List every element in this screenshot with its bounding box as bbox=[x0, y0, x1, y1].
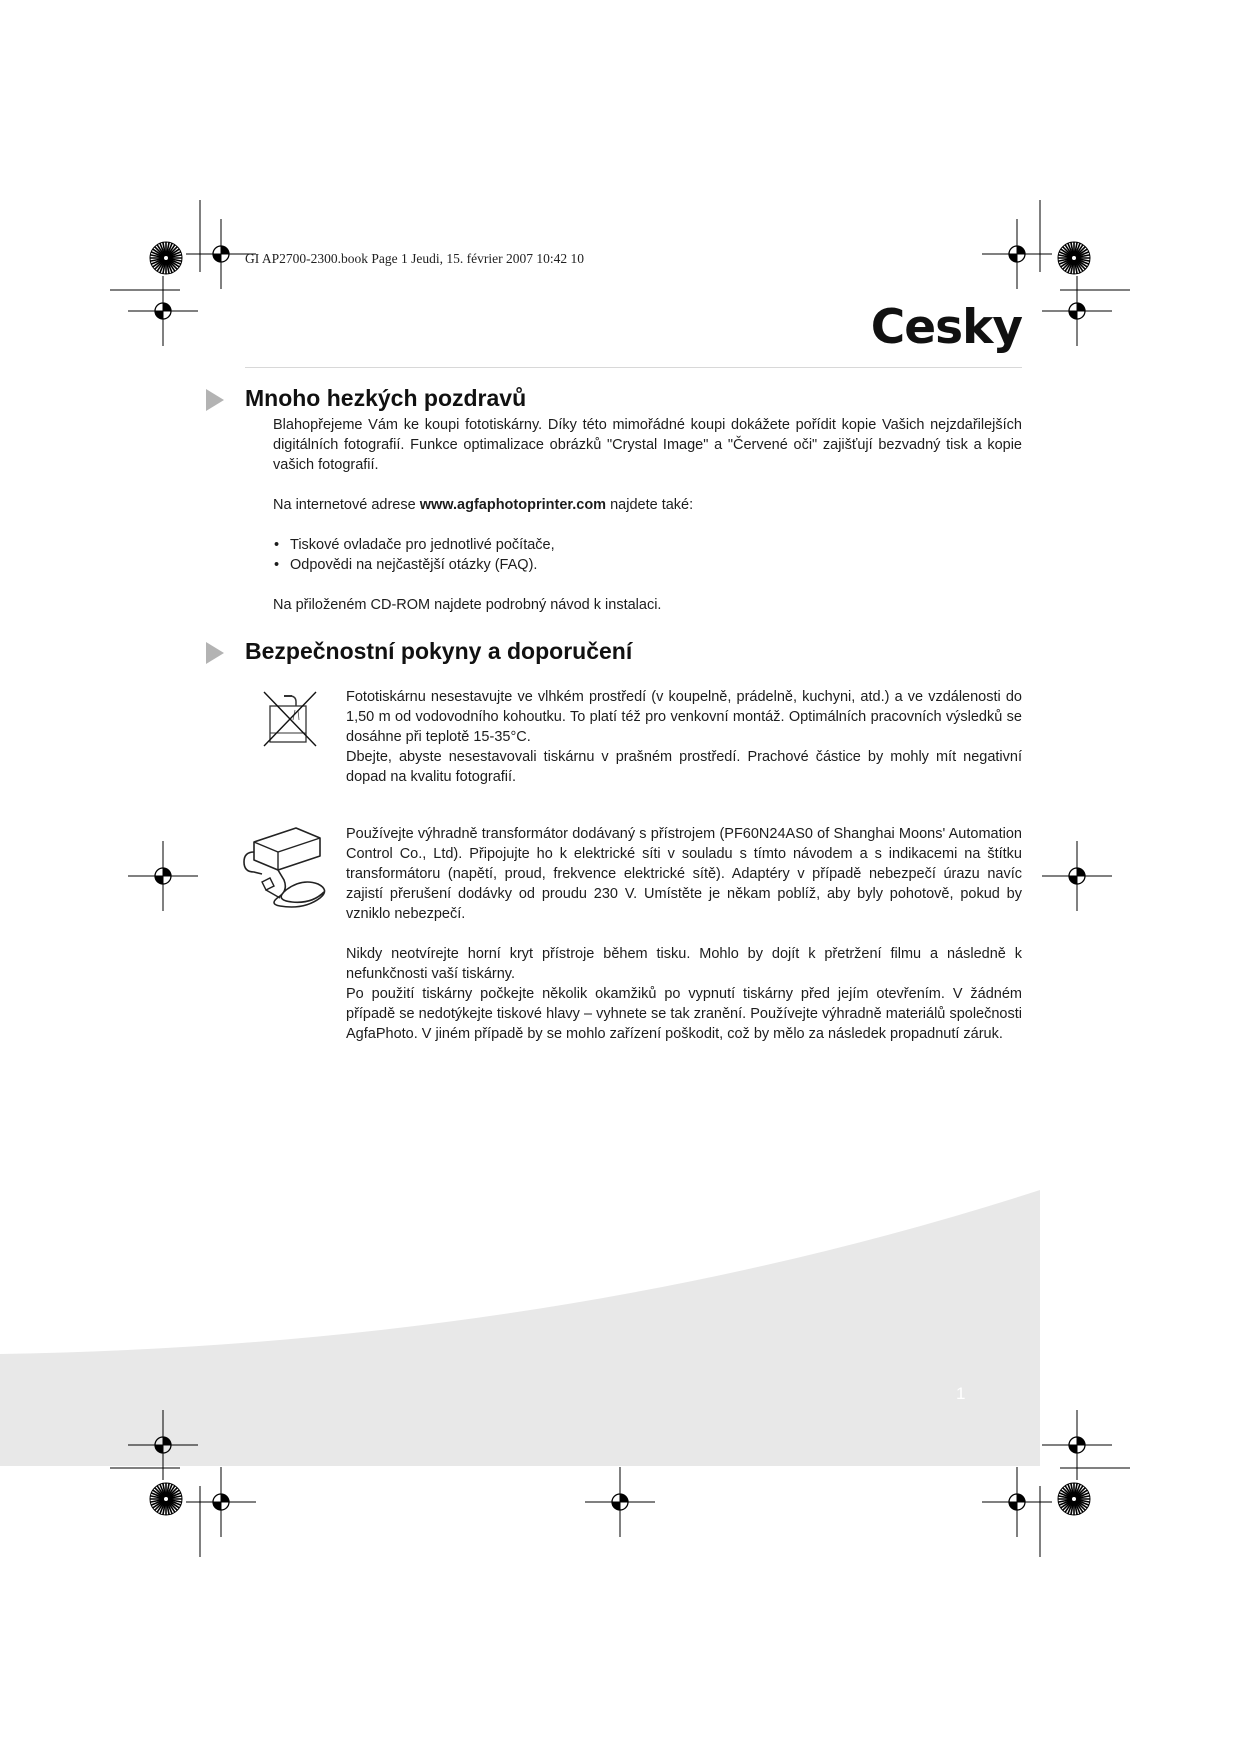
section-arrow-icon bbox=[206, 389, 224, 411]
cd-rom-note: Na přiloženém CD-ROM najdete podrobný návod k instalaci. bbox=[273, 597, 662, 613]
website-suffix: najdete také: bbox=[606, 497, 694, 513]
section-title-safety: Bezpečnostní pokyny a doporučení bbox=[245, 638, 633, 664]
humidity-warning: Fototiskárnu nesestavujte ve vlhkém prostředí (v koupelně, prádelně, kuchyni, atd.) a ve vzdálenosti do 1,50 m od vodovodního kohoutku. To platí též pro venkovní montáž. Optimálních pracovních výsledků se dosáhne při teplotě 15-35°C. bbox=[346, 689, 1022, 745]
page-number: 1 bbox=[956, 1384, 966, 1403]
section-body-greetings bbox=[273, 415, 1022, 615]
list-item: • Tiskové ovladače pro jednotlivé počítače, bbox=[273, 535, 1022, 555]
dust-warning: Dbejte, abyste nesestavovali tiskárnu v prašném prostředí. Prachové částice by mohly mít negativní dopad na kvalitu fotografií. bbox=[346, 749, 1022, 785]
cover-warning: Nikdy neotvírejte horní kryt přístroje během tisku. Mohlo by dojít k přetržení filmu a následně k nefunkčnosti vaší tiskárny. bbox=[346, 946, 1022, 982]
power-adapter-icon bbox=[240, 812, 336, 912]
adapter-warning: Používejte výhradně transformátor dodávaný s přístrojem (PF60N24AS0 of Shanghai Moons' Automation Control Co., Ltd). Připojujte ho k elektrické síti v souladu s tímto návodem a s indikacemi na štítku transformátoru (napětí, proud, frekvence elektrické sítě). Adaptéry v případě nebezpečí úrazu navíc zajistí přerušení dodávky od proudu 230 V. Umístěte je někam poblíž, aby byly pohotově, pokud by vzniklo nebezpečí. bbox=[346, 826, 1022, 922]
list-item: • Odpovědi na nejčastější otázky (FAQ). bbox=[273, 555, 1022, 575]
cooling-warning: Po použití tiskárny počkejte několik okamžiků po vypnutí tiskárny před jejím otevřením. V žádném případě se nedotýkejte tiskové hlavy – vyhnete se tak zranění. Používejte výhradně materiálů společnosti AgfaPhoto. V jiném případě by se mohlo zařízení poškodit, což by mělo za následek propadnutí záruk. bbox=[346, 986, 1022, 1042]
website-features-list bbox=[273, 535, 1022, 575]
environment-warnings bbox=[346, 687, 1022, 787]
website-link[interactable]: www.agfaphotoprinter.com bbox=[419, 497, 607, 513]
book-header-line: GI AP2700-2300.book Page 1 Jeudi, 15. février 2007 10:42 10 bbox=[245, 251, 584, 266]
language-title: Cesky bbox=[870, 300, 1022, 355]
section-arrow-icon bbox=[206, 642, 224, 664]
intro-paragraph: Blahopřejeme Vám ke koupi fototiskárny. Díky této mimořádné koupi dokážete pořídit kopie Vašich nejzdařilejších digitálních fotografií. Funkce optimalizace obrázků "Crystal Image" a "Červené oči" zajišťují bezvadný tisk a kopie vašich fotografií. bbox=[273, 417, 1022, 473]
electrical-warnings bbox=[346, 824, 1022, 1044]
website-prefix: Na internetové adrese bbox=[273, 497, 420, 513]
section-title-greetings: Mnoho hezkých pozdravů bbox=[245, 385, 527, 411]
website-paragraph bbox=[273, 495, 1022, 515]
title-divider bbox=[245, 367, 1022, 368]
no-water-icon bbox=[262, 690, 320, 748]
